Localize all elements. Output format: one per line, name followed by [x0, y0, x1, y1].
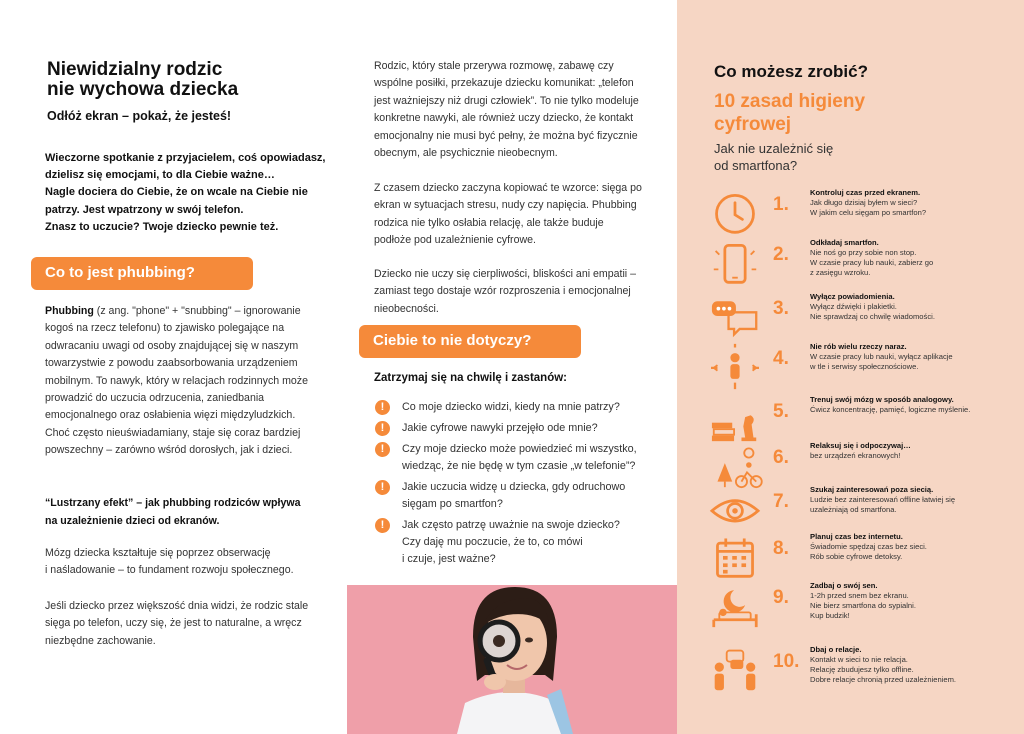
books-chess-icon [706, 395, 764, 443]
hygiene-rule [706, 485, 1006, 533]
smartphone-icon [706, 238, 764, 286]
hygiene-title [714, 90, 934, 136]
middle-line: Z czasem dziecko zaczyna kopiować te wzorce: sięga po [374, 182, 642, 194]
reflection-question [374, 420, 664, 437]
chat-bubbles-icon [706, 292, 764, 340]
reflection-question-line: Jakie cyfrowe nawyki przejęło ode mnie? [402, 422, 598, 434]
rule-text [810, 188, 1002, 218]
intro-line: Wieczorne spotkanie z przyjacielem, coś opowiadasz, [45, 152, 326, 164]
sleep-moon-icon [706, 581, 764, 629]
reflection-question-line: sięgam po smartfon? [402, 498, 503, 510]
reflection-question-line: Co moje dziecko widzi, kiedy na mnie patrzy? [402, 401, 620, 413]
phubbing-definition [45, 303, 335, 460]
middle-line: zamiast tego dostaje wzór rozproszenia i emocjonalnej [374, 285, 631, 298]
hygiene-rule [706, 441, 1006, 489]
phubbing-line: towarzystwie z powodu zaabsorbowania urządzeniem [45, 357, 298, 370]
rule-description: W czasie pracy lub nauki, wyłącz aplikacje w tle i serwisy społecznościowe. [810, 352, 953, 371]
mirror-line: sięga po telefon, uczy się, że jest to naturalne, a wręcz [45, 617, 302, 630]
rule-text [810, 532, 1002, 562]
phubbing-line: Choć często nieuświadamiany, staje się coraz bardziej [45, 426, 301, 439]
middle-line: rodzica nie tylko osłabia relację, ale także buduje [374, 216, 604, 229]
exclamation-icon: ! [375, 442, 390, 457]
phubbing-line: mobilnym. To nawyk, który w relacjach rodzinnych może [45, 374, 308, 387]
hygiene-rule [706, 645, 1006, 693]
page-title-line: nie wychowa dziecka [47, 79, 239, 100]
rule-title: Szukaj zainteresowań poza siecią. [810, 485, 934, 494]
mirror-line: Mózg dziecka kształtuje się poprzez obserwację [45, 547, 271, 559]
hygiene-rule [706, 342, 1006, 390]
reflection-question-line: Jakie uczucia widzę u dziecka, gdy odruchowo [402, 481, 626, 493]
reflection-question-line: wiedząc, że nie będę w tym czasie „w telefonie”? [402, 460, 636, 472]
rule-title: Planuj czas bez internetu. [810, 532, 903, 541]
rule-title: Dbaj o relacje. [810, 645, 862, 654]
mirror-heading-line: “Lustrzany efekt” – jak phubbing rodziców wpływa [45, 497, 301, 509]
exclamation-icon: ! [375, 400, 390, 415]
middle-line: wspólne posiłki, przekazuje dziecku komunikat: „telefon [374, 77, 634, 90]
right-question-heading: Co możesz zrobić? [714, 62, 868, 81]
intro-line: dzielisz się emocjami, to dla Ciebie ważne… [45, 169, 275, 182]
reflection-question [374, 399, 664, 416]
rule-description: Kontakt w sieci to nie relacja. Relację zbudujesz tylko offline. Dobre relacje chronią przed uzależnieniem. [810, 655, 957, 684]
rule-text [810, 238, 1002, 278]
rule-number: 7. [773, 491, 789, 512]
reflection-question [374, 479, 664, 513]
section-heading-does-not-concern: Ciebie to nie dotyczy? [359, 325, 581, 358]
rule-title: Trenuj swój mózg w sposób analogowy. [810, 395, 954, 404]
rule-title: Zadbaj o swój sen. [810, 581, 878, 590]
rule-text [810, 485, 1002, 515]
rule-description: Ludzie bez zainteresowań offline łatwiej się uzależniają od smartfona. [810, 495, 956, 514]
rule-title: Kontroluj czas przed ekranem. [810, 188, 921, 197]
exclamation-icon: ! [375, 421, 390, 436]
phubbing-term: Phubbing [45, 305, 94, 317]
middle-line: Dziecko nie uczy się cierpliwości, bliskości ani empatii – [374, 268, 636, 280]
phubbing-line [45, 303, 335, 320]
middle-line: obecnym, ale psychicznie nieobecnym. [374, 147, 558, 160]
section-heading-phubbing: Co to jest phubbing? [31, 257, 253, 290]
middle-line: podłoże pod uzależnienie cyfrowe. [374, 234, 536, 247]
multitask-person-icon [706, 342, 764, 390]
rule-title: Odkładaj smartfon. [810, 238, 879, 247]
rule-number: 6. [773, 447, 789, 468]
conversation-people-icon [706, 645, 764, 693]
page-title [47, 60, 238, 100]
intro-text [45, 150, 335, 236]
rule-title: Relaksuj się i odpoczywaj… [810, 441, 911, 450]
calendar-icon [706, 532, 764, 580]
rule-description: bez urządzeń ekranowych! [810, 451, 901, 460]
intro-line: patrzy. Jest wpatrzony w swój telefon. [45, 203, 244, 216]
mirror-heading-line: na uzależnienie dzieci od ekranów. [45, 515, 220, 527]
page-title-line: Niewidzialny rodzic [47, 59, 223, 80]
rule-description: Ćwicz koncentrację, pamięć, logiczne myślenie. [810, 405, 971, 414]
mirror-line: i naśladowanie – to fundament rozwoju społecznego. [45, 564, 294, 577]
phubbing-line: prowadzić do uczucia odrzucenia, zaniedbania [45, 392, 265, 405]
mirror-effect-paragraph [45, 545, 335, 580]
intro-line: Znasz to uczucie? Twoje dziecko pewnie też. [45, 220, 279, 233]
middle-line: jest ważniejszy niż drugi człowiek”. To nie tylko modeluje [374, 94, 639, 107]
middle-paragraph [374, 266, 657, 318]
middle-paragraph [374, 180, 657, 250]
rule-number: 10. [773, 651, 800, 672]
mirror-effect-heading [45, 494, 335, 530]
hygiene-subtitle-line: Jak nie uzależnić się [714, 141, 834, 156]
photo-illustration [347, 585, 677, 734]
rule-text [810, 645, 1002, 685]
page-subtitle: Odłóż ekran – pokaż, że jesteś! [47, 109, 232, 123]
rule-title: Wyłącz powiadomienia. [810, 292, 895, 301]
rule-description: Nie noś go przy sobie non stop. W czasie pracy lub nauki, zabierz go z zasięgu wzroku. [810, 248, 934, 277]
hygiene-title-line: 10 zasad higieny [714, 91, 866, 112]
rule-number: 2. [773, 244, 789, 265]
middle-line: emocjonalny nie musi być pełny, że można być fizycznie [374, 129, 638, 142]
rule-description: Wyłącz dźwięki i plakietki. Nie sprawdzaj co chwilę wiadomości. [810, 302, 935, 321]
rule-text [810, 395, 1002, 415]
reflection-question-line: i czuje, jest ważne? [402, 553, 496, 565]
hygiene-rule [706, 532, 1006, 580]
hygiene-rule [706, 188, 1006, 236]
rule-description: Jak długo dzisiaj byłem w sieci? W jakim celu sięgam po smartfon? [810, 198, 927, 217]
reflection-prompt: Zatrzymaj się na chwilę i zastanów: [374, 372, 568, 384]
rule-description: 1-2h przed snem bez ekranu. Nie bierz smartfona do sypialni. Kup budzik! [810, 591, 916, 620]
rule-text [810, 581, 1002, 621]
middle-line: konkretne nawyki, ale również uczy dziecko, że kontakt [374, 112, 634, 125]
middle-line: nieobecności. [374, 302, 439, 315]
hygiene-subtitle [714, 140, 914, 174]
rule-number: 5. [773, 401, 789, 422]
hygiene-rule [706, 292, 1006, 340]
hygiene-title-line: cyfrowej [714, 114, 792, 135]
phubbing-line: kogoś na rzecz telefonu) to zjawisko polegające na [45, 322, 285, 335]
phubbing-line-text: (z ang. "phone" + "snubbing" – ignorowanie [93, 305, 301, 317]
hygiene-subtitle-line: od smartfona? [714, 158, 798, 173]
phubbing-line: powszechny – zarówno wśród dorosłych, jak i dzieci. [45, 444, 293, 457]
rule-number: 4. [773, 348, 789, 369]
rule-title: Nie rób wielu rzeczy naraz. [810, 342, 907, 351]
rule-text [810, 342, 1002, 372]
phubbing-line: odwracaniu uwagi od osoby znajdującej się w naszym [45, 339, 299, 352]
reflection-question [374, 517, 664, 568]
mirror-line: niezbędne zachowanie. [45, 634, 156, 647]
intro-line: Nagle dociera do Ciebie, że on wcale na Ciebie nie [45, 186, 308, 199]
rule-number: 9. [773, 587, 789, 608]
outdoor-cycling-icon [706, 441, 764, 489]
clock-icon [706, 188, 764, 236]
reflection-question-line: Czy moje dziecko może powiedzieć mi wszystko, [402, 443, 637, 455]
rule-text [810, 441, 1002, 461]
phubbing-line: emocjonalnego oraz osłabienia więzi międzyludzkich. [45, 409, 296, 422]
hygiene-rule [706, 581, 1006, 629]
child-magnifier-photo [347, 585, 677, 734]
middle-line: Rodzic, który stale przerywa rozmowę, zabawę czy [374, 60, 614, 72]
reflection-question-list [374, 399, 664, 572]
rule-number: 3. [773, 298, 789, 319]
exclamation-icon: ! [375, 518, 390, 533]
middle-paragraph [374, 58, 657, 162]
mirror-line: Jeśli dziecko przez większość dnia widzi, że rodzic stale [45, 600, 309, 612]
exclamation-icon: ! [375, 480, 390, 495]
hygiene-rule [706, 395, 1006, 443]
mirror-effect-paragraph [45, 598, 335, 650]
reflection-question-line: Czy daję mu poczucie, że to, co mówi [402, 536, 583, 548]
rule-number: 8. [773, 538, 789, 559]
rule-number: 1. [773, 194, 789, 215]
middle-line: ekran w sytuacjach stresu, nudy czy napięcia. Phubbing [374, 199, 637, 212]
hygiene-rule [706, 238, 1006, 286]
eye-icon [706, 485, 764, 533]
left-column [0, 0, 345, 734]
rule-description: Świadomie spędzaj czas bez sieci. Rób sobie cyfrowe detoksy. [810, 542, 927, 561]
reflection-question [374, 441, 664, 475]
rule-text [810, 292, 1002, 322]
reflection-question-line: Jak często patrzę uważnie na swoje dziecko? [402, 519, 620, 531]
